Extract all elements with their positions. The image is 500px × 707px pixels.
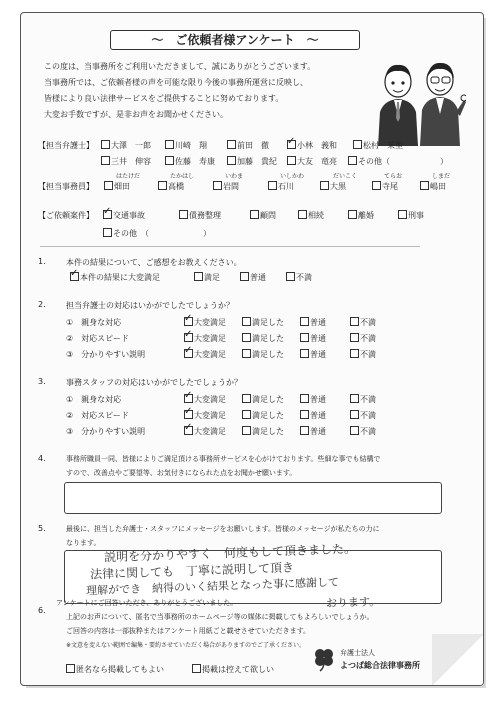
q2-row-3-opt-4-label: 不満 (360, 350, 376, 359)
case-checkbox-other[interactable] (103, 228, 112, 237)
q3-row-2-mark: ② (66, 411, 74, 420)
lawyer-checkbox-3[interactable] (227, 140, 236, 149)
lawyer-option-8[interactable] (227, 156, 277, 167)
q2-row-3-opt-3[interactable] (300, 349, 326, 360)
q4-number: 4. (38, 454, 46, 463)
q1-checkbox-4[interactable] (286, 272, 295, 281)
lawyer-name-2: 川崎 翔 (175, 141, 207, 150)
q3-row-2-text: 対応スピード (81, 411, 129, 420)
q6-checkbox-1[interactable] (66, 664, 75, 673)
lawyer-option-5[interactable] (353, 140, 403, 151)
lawyer-option-7[interactable] (165, 156, 215, 167)
q2-row-3-checkbox-1[interactable] (184, 349, 193, 358)
q3-row-2-opt-1-label: 大変満足 (194, 411, 226, 420)
q2-row-1-opt-4[interactable] (350, 317, 376, 328)
staff-option-6[interactable] (372, 181, 398, 192)
staff-checkbox-7[interactable] (420, 181, 429, 190)
q2-row-2-opt-2-label: 満足した (252, 334, 284, 343)
q2-row-1-checkbox-2[interactable] (242, 317, 251, 326)
intro-line-1: この度は、当事務所をご利用いただきまして、誠にありがとうございます。 (44, 62, 316, 71)
case-option-6[interactable] (398, 210, 424, 221)
q3-row-1-opt-3[interactable] (300, 394, 326, 405)
staff-name-5: 大黒 (330, 182, 346, 191)
staff-option-1[interactable] (104, 181, 130, 192)
lawyer-name-4: 小林 義和 (297, 141, 337, 150)
q2-row-2-opt-3-label: 普通 (310, 334, 326, 343)
q2-row-3-opt-2[interactable] (242, 349, 284, 360)
lawyer-option-3[interactable] (227, 140, 269, 151)
case-name-1: 交通事故 (113, 211, 145, 220)
q2-row-3-checkbox-3[interactable] (300, 349, 309, 358)
lawyer-checkbox-2[interactable] (165, 140, 174, 149)
q3-row-3-checkbox-4[interactable] (350, 426, 359, 435)
intro-line-2: 当事務所では、ご依頼者様の声を可能な限り今後の事務所運営に反映し、 (44, 78, 308, 87)
q1-label-2: 満足 (204, 273, 220, 282)
lawyer-checkbox-7[interactable] (165, 156, 174, 165)
q2-row-2-mark: ② (66, 334, 74, 343)
q3-row-3-text: 分かりやすい説明 (81, 427, 146, 436)
q3-text: 事務スタッフの対応はいかがでしたでしょうか？ (66, 378, 242, 387)
q2-row-2-opt-4[interactable] (350, 333, 376, 344)
staff-ruby-3: いわま (225, 173, 244, 180)
staff-name-3: 岩間 (223, 182, 239, 191)
survey-title: 〜 ご依頼者様アンケート 〜 (110, 30, 360, 50)
staff-ruby-4: いしかわ (280, 173, 305, 180)
q3-row-1-opt-2-label: 満足した (252, 395, 284, 404)
q3-row-3-opt-2[interactable] (242, 426, 284, 437)
q3-row-3-opt-4[interactable] (350, 426, 376, 437)
q6-option-2[interactable] (192, 664, 274, 675)
q6-text-1: 上記のお声について、匿名で当事務所のホームページ等の媒体に掲載してもよろしいでしょうか。 (66, 613, 374, 621)
case-name-4: 相続 (308, 211, 324, 220)
case-checkbox-5[interactable] (348, 210, 357, 219)
q3-row-1-opt-4-label: 不満 (360, 395, 376, 404)
case-name-5: 離婚 (358, 211, 374, 220)
q5-number: 5. (38, 524, 46, 533)
q2-row-2-checkbox-2[interactable] (242, 333, 251, 342)
q6-option-1[interactable] (66, 664, 164, 675)
lawyer-name-3: 前田 徹 (237, 141, 269, 150)
q3-row-3-opt-2-label: 満足した (252, 427, 284, 436)
lawyer-option-other[interactable] (348, 156, 390, 167)
q3-row-1-mark: ① (66, 395, 74, 404)
q3-row-3-checkbox-1[interactable] (184, 426, 193, 435)
lawyer-name-other: その他（ (358, 157, 390, 166)
lawyer-name-1: 大澤 一郎 (111, 141, 151, 150)
case-checkbox-6[interactable] (398, 210, 407, 219)
q3-row-1-label (66, 394, 121, 405)
lawyer-checkbox-1[interactable] (101, 140, 110, 149)
q3-row-3-checkbox-3[interactable] (300, 426, 309, 435)
q2-row-3-mark: ③ (66, 350, 74, 359)
staff-name-2: 高橋 (168, 182, 184, 191)
staff-name-7: 嶋田 (430, 182, 446, 191)
staff-checkbox-2[interactable] (158, 181, 167, 190)
logo-subtitle: 弁護士法人 (340, 649, 375, 657)
q2-row-2-text: 対応スピード (81, 334, 129, 343)
lawyer-name-5: 松村 茉里 (363, 141, 403, 150)
q2-row-3-checkbox-4[interactable] (350, 349, 359, 358)
case-name-3: 顧問 (260, 211, 276, 220)
q5-text-2: なります。 (66, 539, 101, 547)
q2-row-2-opt-1-label: 大変満足 (194, 334, 226, 343)
q6-thanks: アンケートにご回答いただき、ありがとうございました。 (56, 599, 238, 607)
q3-row-1-checkbox-3[interactable] (300, 394, 309, 403)
q2-row-3-opt-1[interactable] (184, 349, 226, 360)
q3-row-2-checkbox-4[interactable] (350, 410, 359, 419)
lawyer-option-4[interactable] (287, 140, 337, 151)
q1-text: 本件の結果について、ご感想をお教えください。 (66, 258, 242, 267)
q3-row-3-opt-4-label: 不満 (360, 427, 376, 436)
staff-ruby-7: しまだ (432, 173, 451, 180)
q3-row-2-checkbox-2[interactable] (242, 410, 251, 419)
q6-checkbox-2[interactable] (192, 664, 201, 673)
case-name-2: 債務整理 (189, 211, 221, 220)
staff-checkbox-4[interactable] (268, 181, 277, 190)
staff-name-1: 畑田 (114, 182, 130, 191)
q2-row-1-opt-3-label: 普通 (310, 318, 326, 327)
case-option-other[interactable] (103, 228, 149, 239)
q2-row-1-opt-1-label: 大変満足 (194, 318, 226, 327)
lawyers-illustration (372, 56, 466, 148)
case-checkbox-1[interactable] (103, 210, 112, 219)
q5-handwritten-line-1: 説明を分かりやすく 何度もして頂きました。 (103, 541, 357, 565)
staff-name-6: 寺尾 (382, 182, 398, 191)
lawyer-checkbox-8[interactable] (227, 156, 236, 165)
case-checkbox-2[interactable] (179, 210, 188, 219)
q2-row-1-opt-4-label: 不満 (360, 318, 376, 327)
q1-number: 1. (38, 257, 46, 266)
case-option-3[interactable] (250, 210, 276, 221)
q2-row-2-label (66, 333, 129, 344)
cases-label: 【ご依頼案件】 (38, 211, 94, 220)
q1-checkbox-2[interactable] (194, 272, 203, 281)
q2-row-3-checkbox-2[interactable] (242, 349, 251, 358)
lawyer-checkbox-6[interactable] (101, 156, 110, 165)
q3-row-2-opt-4-label: 不満 (360, 411, 376, 420)
q6-number: 6. (38, 606, 46, 615)
q2-row-2-opt-1[interactable] (184, 333, 226, 344)
q3-row-2-label (66, 410, 129, 421)
q3-row-2-opt-2[interactable] (242, 410, 284, 421)
q2-row-2-checkbox-1[interactable] (184, 333, 193, 342)
q1-checkbox-1[interactable] (70, 272, 79, 281)
staff-option-5[interactable] (320, 181, 346, 192)
q3-row-1-text: 親身な対応 (81, 395, 122, 404)
q2-row-1-opt-2-label: 満足した (252, 318, 284, 327)
divider-1 (40, 246, 420, 247)
q2-row-1-opt-3[interactable] (300, 317, 326, 328)
page-curl (432, 634, 484, 686)
q2-row-2-opt-4-label: 不満 (360, 334, 376, 343)
logo-name: よつば総合法律事務所 (340, 661, 420, 670)
q2-row-1-opt-2[interactable] (242, 317, 284, 328)
lawyer-checkbox-9[interactable] (287, 156, 296, 165)
q3-row-2-opt-4[interactable] (350, 410, 376, 421)
q3-row-3-opt-3-label: 普通 (310, 427, 326, 436)
q2-row-1-checkbox-1[interactable] (184, 317, 193, 326)
q1-option-4[interactable] (286, 272, 312, 283)
q6-label-2: 掲載は控えて欲しい (202, 665, 274, 674)
q2-row-3-opt-3-label: 普通 (310, 350, 326, 359)
q6-note: ※文意を変えない範囲で編集・要約させていただく場合がありますのでご了承ください。 (66, 642, 306, 649)
case-option-4[interactable] (298, 210, 324, 221)
q1-option-2[interactable] (194, 272, 220, 283)
lawyer-checkbox-other[interactable] (348, 156, 357, 165)
q3-row-1-opt-4[interactable] (350, 394, 376, 405)
q1-label-3: 普通 (250, 273, 266, 282)
staff-checkbox-3[interactable] (213, 181, 222, 190)
q2-row-1-checkbox-3[interactable] (300, 317, 309, 326)
q5-handwritten-line-3: 理解ができ 納得のいく結果となった事に感謝して (85, 575, 340, 598)
lawyer-checkbox-5[interactable] (353, 140, 362, 149)
q6-text-2: ご回答の内容は一部抜粋またはアンケート用紙ごと載せさせていただきます。 (66, 627, 311, 635)
lawyer-name-9: 大友 竜亮 (297, 157, 337, 166)
q3-number: 3. (38, 377, 46, 386)
q2-row-3-opt-4[interactable] (350, 349, 376, 360)
intro-line-4: 大変お手数ですが、是非お声をお聞かせください。 (44, 110, 228, 119)
q3-row-1-opt-1[interactable] (184, 394, 226, 405)
q4-comment-box[interactable] (64, 482, 442, 514)
q6-label-1: 匿名なら掲載してもよい (76, 665, 164, 674)
q1-option-3[interactable] (240, 272, 266, 283)
q2-number: 2. (38, 300, 46, 309)
q3-row-2-opt-3[interactable] (300, 410, 326, 421)
q2-text: 担当弁護士の対応はいかがでしたでしょうか？ (66, 301, 234, 310)
lawyer-option-9[interactable] (287, 156, 337, 167)
q3-row-1-opt-1-label: 大変満足 (194, 395, 226, 404)
staff-name-4: 石川 (278, 182, 294, 191)
q2-row-2-opt-2[interactable] (242, 333, 284, 344)
lawyer-checkbox-4[interactable] (287, 140, 296, 149)
q3-row-1-opt-2[interactable] (242, 394, 284, 405)
case-checkbox-4[interactable] (298, 210, 307, 219)
case-name-6: 刑事 (408, 211, 424, 220)
staff-label: 【担当事務員】 (38, 182, 94, 191)
q1-option-1[interactable] (70, 272, 160, 283)
q3-row-2-checkbox-3[interactable] (300, 410, 309, 419)
q1-checkbox-3[interactable] (240, 272, 249, 281)
q3-row-3-opt-3[interactable] (300, 426, 326, 437)
q3-row-2-checkbox-1[interactable] (184, 410, 193, 419)
q2-row-1-mark: ① (66, 318, 74, 327)
staff-option-2[interactable] (158, 181, 184, 192)
q2-row-1-checkbox-4[interactable] (350, 317, 359, 326)
q1-label-4: 不満 (296, 273, 312, 282)
q4-text-2: すので、改善点やご要望等、お気付きになられた点をお聞かせ願います。 (66, 469, 297, 477)
q2-row-1-text: 親身な対応 (81, 318, 122, 327)
q3-row-2-opt-2-label: 満足した (252, 411, 284, 420)
lawyer-name-7: 佐藤 寿康 (175, 157, 215, 166)
staff-ruby-1: はたけだ (116, 173, 141, 180)
case-option-5[interactable] (348, 210, 374, 221)
staff-option-4[interactable] (268, 181, 294, 192)
q3-row-3-checkbox-2[interactable] (242, 426, 251, 435)
lawyer-other-close: ） (440, 157, 448, 166)
q2-row-1-opt-1[interactable] (184, 317, 226, 328)
lawyers-label: 【担当弁護士】 (38, 141, 94, 150)
staff-checkbox-5[interactable] (320, 181, 329, 190)
q3-row-1-checkbox-2[interactable] (242, 394, 251, 403)
lawyer-option-2[interactable] (165, 140, 207, 151)
q2-row-1-label (66, 317, 121, 328)
q4-text-1: 事務所職員一同、皆様によりご満足頂ける事務所サービスを心がけております。些細な事でも結構で (66, 455, 381, 463)
q3-row-1-opt-3-label: 普通 (310, 395, 326, 404)
q5-handwritten-line-4: おります。 (325, 595, 381, 610)
q3-row-1-checkbox-1[interactable] (184, 394, 193, 403)
staff-option-7[interactable] (420, 181, 446, 192)
q3-row-1-checkbox-4[interactable] (350, 394, 359, 403)
q2-row-3-opt-1-label: 大変満足 (194, 350, 226, 359)
q2-row-2-opt-3[interactable] (300, 333, 326, 344)
staff-checkbox-6[interactable] (372, 181, 381, 190)
q5-text-1: 最後に、担当した弁護士・スタッフにメッセージをお願いします。皆様のメッセージが私たちの力に (66, 525, 380, 533)
q2-row-2-checkbox-3[interactable] (300, 333, 309, 342)
q2-row-2-checkbox-4[interactable] (350, 333, 359, 342)
q3-row-3-label (66, 426, 145, 437)
staff-ruby-5: だいこく (333, 173, 358, 180)
lawyer-name-6: 三井 伸容 (111, 157, 151, 166)
q3-row-2-opt-3-label: 普通 (310, 411, 326, 420)
intro-line-3: 皆様により良い法律サービスをご提供することに努めております。 (44, 94, 284, 103)
q2-row-3-text: 分かりやすい説明 (81, 350, 146, 359)
q2-row-3-opt-2-label: 満足した (252, 350, 284, 359)
staff-checkbox-1[interactable] (104, 181, 113, 190)
case-other-close: ） (203, 229, 211, 238)
case-name-other: その他 （ (113, 229, 149, 238)
case-option-1[interactable] (103, 210, 145, 221)
q3-row-2-opt-1[interactable] (184, 410, 226, 421)
case-checkbox-3[interactable] (250, 210, 259, 219)
staff-ruby-2: たかはし (170, 173, 195, 180)
lawyer-option-1[interactable] (101, 140, 151, 151)
staff-option-3[interactable] (213, 181, 239, 192)
q1-label-1: 本件の結果に大変満足 (80, 273, 160, 282)
q5-handwritten-line-2: 法律に関しても 丁寧に説明して頂き (89, 560, 295, 582)
q3-row-3-opt-1[interactable] (184, 426, 226, 437)
lawyer-option-6[interactable] (101, 156, 151, 167)
q3-row-3-mark: ③ (66, 427, 74, 436)
staff-ruby-6: てらお (384, 173, 403, 180)
lawyer-name-8: 加藤 貴紀 (237, 157, 277, 166)
q3-row-3-opt-1-label: 大変満足 (194, 427, 226, 436)
clover-logo-icon (312, 646, 336, 672)
q2-row-3-label (66, 349, 145, 360)
case-option-2[interactable] (179, 210, 221, 221)
